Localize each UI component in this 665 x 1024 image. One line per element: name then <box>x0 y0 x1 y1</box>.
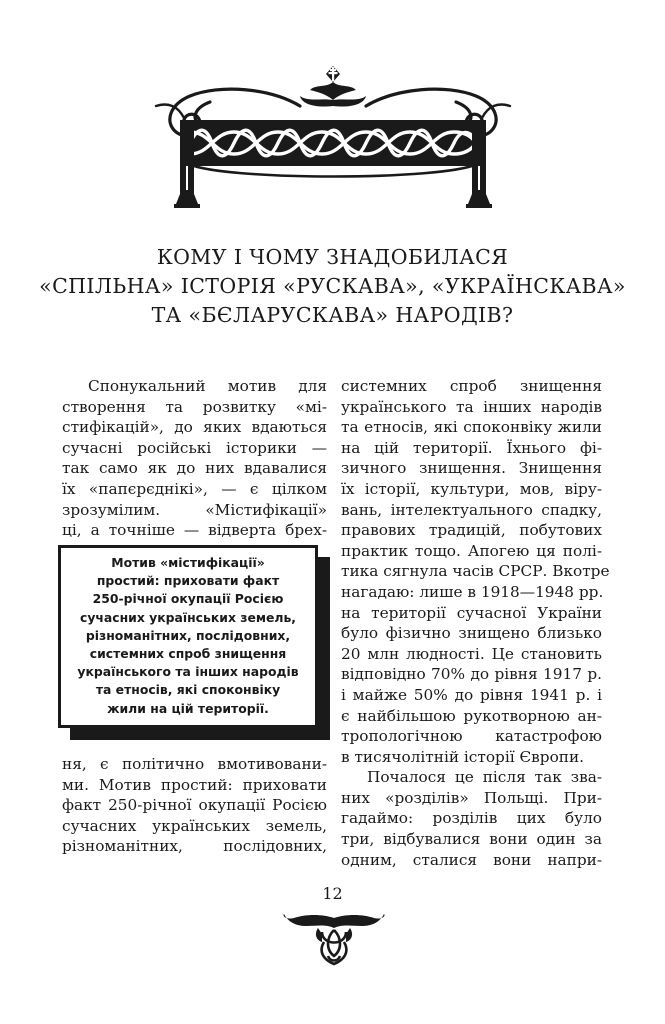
ornament-headpiece <box>150 62 516 220</box>
text-line: зичного знищення. Знищення <box>341 459 602 478</box>
text-line: так само як до них вдавалися <box>62 459 327 478</box>
pull-quote-line: 250-річної окупації Росією <box>92 591 284 607</box>
text-line: тропологічною катастрофою <box>341 727 602 746</box>
chapter-title-line-3: ТА «БЄЛАРУСКАВА» НАРОДІВ? <box>151 303 514 327</box>
text-line: три, відбувалися вони один за <box>341 830 602 849</box>
pull-quote-line: різноманітних, послідовних, <box>85 627 291 643</box>
text-line: на цій території. Їхнього фі- <box>341 438 602 457</box>
ornament-tailpiece <box>282 912 386 968</box>
text-line: одним, сталися вони напри- <box>341 850 602 869</box>
text-line: тика сягнула часів СРСР. Вкотре <box>341 562 610 581</box>
pull-quote-box <box>58 545 332 742</box>
text-line: практик тощо. Апогею ця полі- <box>341 541 602 560</box>
text-line: зрозумілим. «Містифікації» <box>62 500 327 519</box>
text-line: створення та розвитку «мі- <box>62 397 327 416</box>
body-column-left <box>62 376 327 541</box>
page-number: 12 <box>322 884 343 903</box>
text-line: було фізично знищено близько <box>341 624 602 643</box>
chapter-title-line-1: КОМУ І ЧОМУ ЗНАДОБИЛАСЯ <box>156 245 509 269</box>
text-line: них «розділів» Польщі. При- <box>341 788 602 807</box>
text-line: ня, є політично вмотивовани- <box>62 755 327 773</box>
text-line: є найбільшою рукотворною ан- <box>341 706 602 725</box>
text-line: ми. Мотив простий: приховати <box>62 775 327 794</box>
pull-quote-line: українського та інших народів <box>77 664 299 680</box>
text-line: правових традицій, побутових <box>341 521 602 540</box>
body-column-left-continued <box>62 754 327 857</box>
pull-quote-line: простий: приховати факт <box>96 573 280 589</box>
text-line: системних спроб знищення <box>341 377 602 395</box>
text-line: відповідно 70% до рівня 1917 р. <box>341 665 602 684</box>
text-line: Почалося це після так зва- <box>367 768 602 787</box>
text-line: українського та інших народів <box>341 397 602 416</box>
pull-quote-line: системних спроб знищення <box>89 646 287 662</box>
text-line: в тисячолітній історії Європи. <box>341 747 585 766</box>
pull-quote-text <box>58 545 318 718</box>
text-line: сучасні російські історики — <box>62 438 327 457</box>
text-line: гадаймо: розділів цих було <box>341 809 602 828</box>
pull-quote-line: сучасних українських земель, <box>79 609 297 625</box>
text-line: Спонукальний мотив для <box>88 377 327 395</box>
body-column-right <box>341 376 610 870</box>
knotwork-band <box>184 120 482 166</box>
text-line: сучасних українських земель, <box>62 816 327 835</box>
text-line: їх «папєрєднікі», — є цілком <box>62 479 327 498</box>
pull-quote-line: жили на цій території. <box>107 700 269 716</box>
pull-quote-line: та етносів, які споконвіку <box>95 682 281 698</box>
chapter-title-line-2: «СПІЛЬНА» ІСТОРІЯ «РУСКАВА», «УКРАЇНСКАВА» <box>39 274 626 298</box>
text-line: на території сучасної України <box>341 603 602 622</box>
text-line: нагадаю: лише в 1918—1948 рр. <box>341 582 604 601</box>
text-line: 20 млн людності. Це становить <box>341 644 602 663</box>
text-line: факт 250-річної окупації Росією <box>62 796 327 815</box>
text-line: ці, а точніше — відверта брех- <box>62 521 327 540</box>
text-line: і майже 50% до рівня 1941 р. і <box>341 685 602 704</box>
cross-finial-icon <box>326 66 340 82</box>
pull-quote-line: Мотив «містифікації» <box>111 555 265 570</box>
text-line: та етносів, які споконвіку жили <box>341 418 602 437</box>
text-line: стифікацій», до яких вдаються <box>62 418 327 437</box>
text-line: різноманітних, послідовних, <box>62 837 327 856</box>
text-line: їх історії, культури, мов, віру- <box>341 479 602 498</box>
text-line: вань, інтелектуального спадку, <box>341 500 602 519</box>
